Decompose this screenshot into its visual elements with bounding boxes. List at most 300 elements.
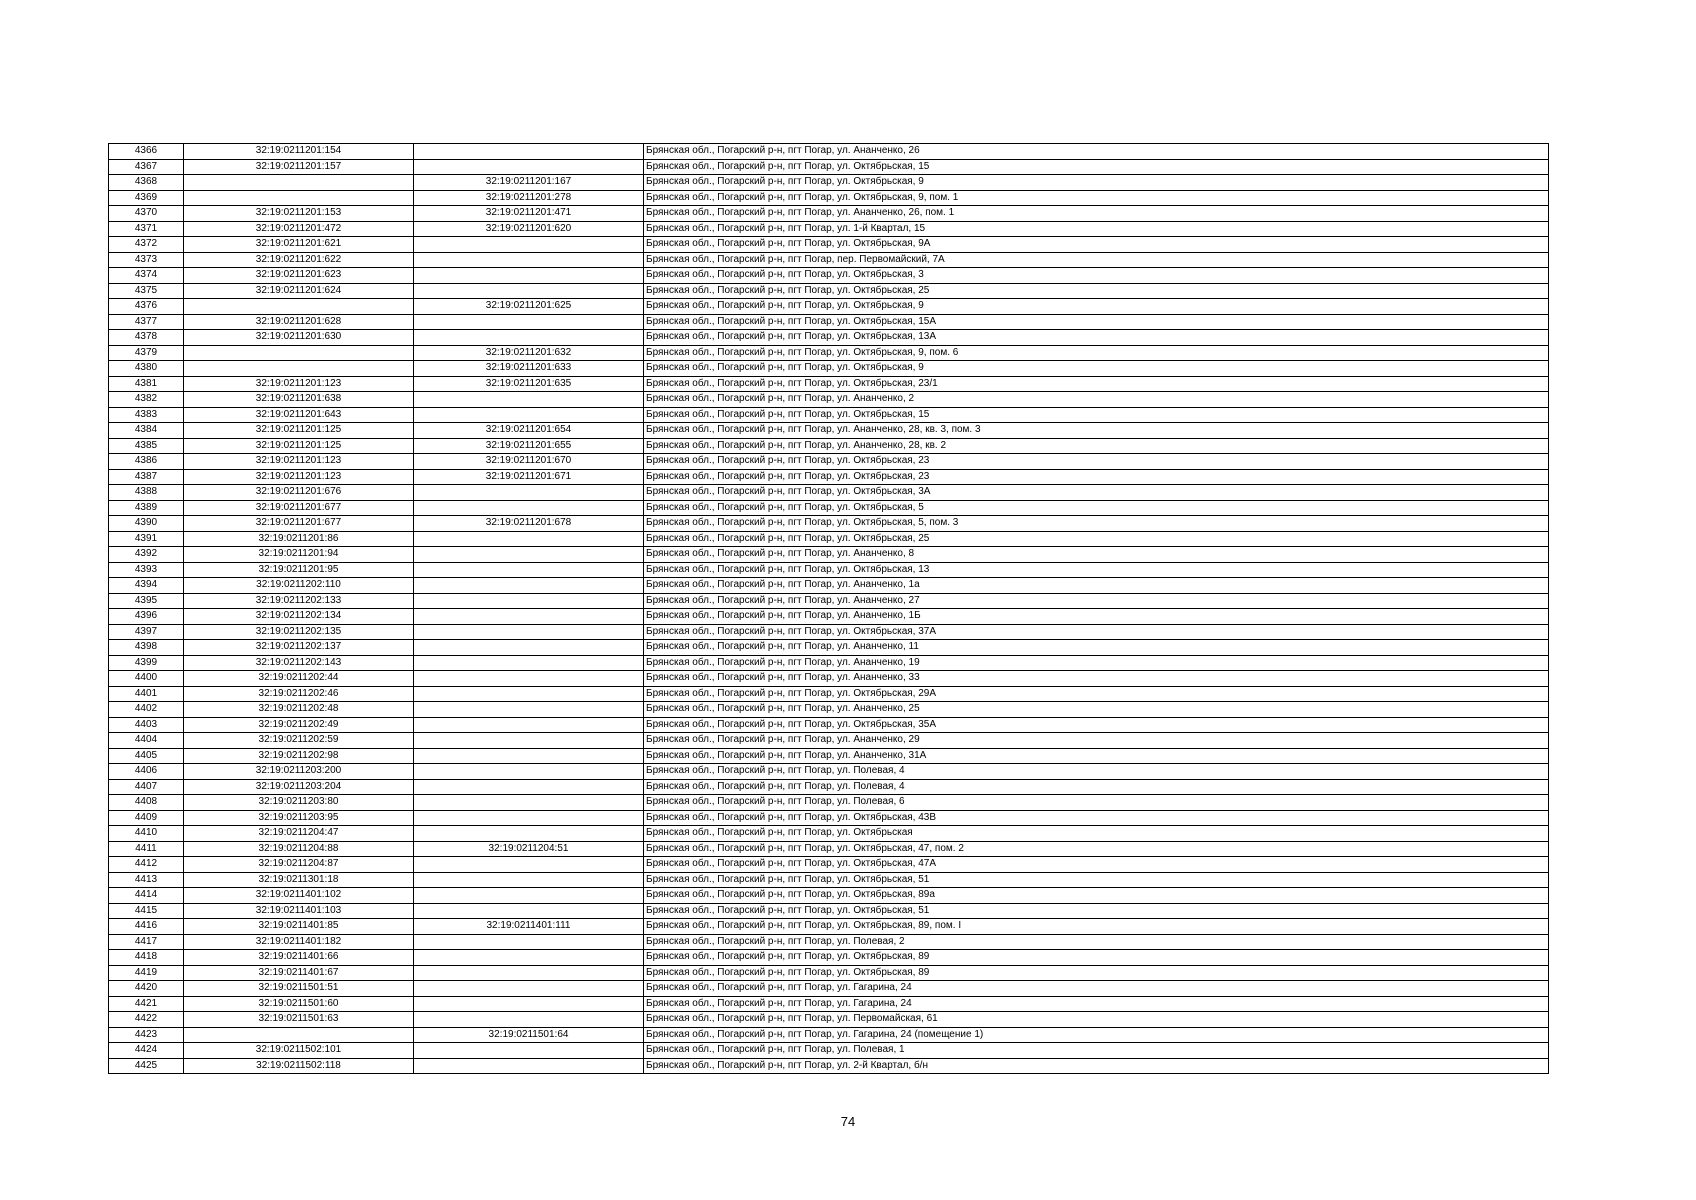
row-number-cell: 4416 bbox=[109, 919, 184, 935]
row-number-cell: 4409 bbox=[109, 810, 184, 826]
related-cadastral-number-cell bbox=[414, 314, 644, 330]
address-cell: Брянская обл., Погарский р-н, пгт Погар, ул. Ананченко, 8 bbox=[644, 547, 1549, 563]
table-row bbox=[109, 283, 1549, 299]
address-cell: Брянская обл., Погарский р-н, пгт Погар, ул. Октябрьская, 23/1 bbox=[644, 376, 1549, 392]
table-row bbox=[109, 299, 1549, 315]
address-cell: Брянская обл., Погарский р-н, пгт Погар, ул. Октябрьская, 3 bbox=[644, 268, 1549, 284]
address-cell: Брянская обл., Погарский р-н, пгт Погар, ул. Октябрьская, 23 bbox=[644, 454, 1549, 470]
related-cadastral-number-cell bbox=[414, 640, 644, 656]
row-number-cell: 4423 bbox=[109, 1027, 184, 1043]
address-cell: Брянская обл., Погарский р-н, пгт Погар, ул. Ананченко, 26 bbox=[644, 144, 1549, 160]
address-cell: Брянская обл., Погарский р-н, пгт Погар, ул. Октябрьская, 15 bbox=[644, 159, 1549, 175]
related-cadastral-number-cell bbox=[414, 578, 644, 594]
cadastral-number-cell: 32:19:0211201:628 bbox=[184, 314, 414, 330]
address-cell: Брянская обл., Погарский р-н, пгт Погар, ул. Полевая, 2 bbox=[644, 934, 1549, 950]
table-row bbox=[109, 469, 1549, 485]
row-number-cell: 4399 bbox=[109, 655, 184, 671]
cadastral-number-cell: 32:19:0211501:63 bbox=[184, 1012, 414, 1028]
table-row bbox=[109, 888, 1549, 904]
address-cell: Брянская обл., Погарский р-н, пгт Погар, ул. Ананченко, 2 bbox=[644, 392, 1549, 408]
cadastral-number-cell: 32:19:0211501:51 bbox=[184, 981, 414, 997]
related-cadastral-number-cell bbox=[414, 779, 644, 795]
table-row bbox=[109, 221, 1549, 237]
address-cell: Брянская обл., Погарский р-н, пгт Погар, ул. Ананченко, 27 bbox=[644, 593, 1549, 609]
table-row bbox=[109, 547, 1549, 563]
address-cell: Брянская обл., Погарский р-н, пгт Погар, ул. Полевая, 6 bbox=[644, 795, 1549, 811]
cadastral-number-cell: 32:19:0211202:135 bbox=[184, 624, 414, 640]
address-cell: Брянская обл., Погарский р-н, пгт Погар, ул. Октябрьская, 29А bbox=[644, 686, 1549, 702]
row-number-cell: 4386 bbox=[109, 454, 184, 470]
address-cell: Брянская обл., Погарский р-н, пгт Погар, ул. Октябрьская, 47А bbox=[644, 857, 1549, 873]
related-cadastral-number-cell bbox=[414, 795, 644, 811]
cadastral-number-cell: 32:19:0211201:157 bbox=[184, 159, 414, 175]
address-cell: Брянская обл., Погарский р-н, пгт Погар, ул. 2-й Квартал, б/н bbox=[644, 1058, 1549, 1074]
table-row bbox=[109, 407, 1549, 423]
table-row bbox=[109, 1058, 1549, 1074]
cadastral-number-cell: 32:19:0211401:102 bbox=[184, 888, 414, 904]
cadastral-number-cell: 32:19:0211201:677 bbox=[184, 500, 414, 516]
table-row bbox=[109, 237, 1549, 253]
table-row bbox=[109, 965, 1549, 981]
row-number-cell: 4420 bbox=[109, 981, 184, 997]
related-cadastral-number-cell: 32:19:0211201:471 bbox=[414, 206, 644, 222]
cadastral-number-cell: 32:19:0211201:123 bbox=[184, 469, 414, 485]
table-row bbox=[109, 361, 1549, 377]
cadastral-number-cell: 32:19:0211201:624 bbox=[184, 283, 414, 299]
related-cadastral-number-cell bbox=[414, 392, 644, 408]
cadastral-number-cell: 32:19:0211204:47 bbox=[184, 826, 414, 842]
cadastral-number-cell: 32:19:0211501:60 bbox=[184, 996, 414, 1012]
address-cell: Брянская обл., Погарский р-н, пгт Погар, ул. Октябрьская, 9А bbox=[644, 237, 1549, 253]
row-number-cell: 4414 bbox=[109, 888, 184, 904]
row-number-cell: 4378 bbox=[109, 330, 184, 346]
related-cadastral-number-cell bbox=[414, 624, 644, 640]
address-cell: Брянская обл., Погарский р-н, пгт Погар, ул. Октябрьская, 13А bbox=[644, 330, 1549, 346]
table-row bbox=[109, 733, 1549, 749]
cadastral-number-cell bbox=[184, 175, 414, 191]
row-number-cell: 4380 bbox=[109, 361, 184, 377]
related-cadastral-number-cell: 32:19:0211401:111 bbox=[414, 919, 644, 935]
related-cadastral-number-cell bbox=[414, 981, 644, 997]
address-cell: Брянская обл., Погарский р-н, пгт Погар, ул. Октябрьская, 5 bbox=[644, 500, 1549, 516]
cadastral-number-cell: 32:19:0211401:182 bbox=[184, 934, 414, 950]
table-row bbox=[109, 640, 1549, 656]
related-cadastral-number-cell bbox=[414, 655, 644, 671]
cadastral-number-cell bbox=[184, 1027, 414, 1043]
related-cadastral-number-cell bbox=[414, 857, 644, 873]
cadastral-number-cell: 32:19:0211202:110 bbox=[184, 578, 414, 594]
related-cadastral-number-cell bbox=[414, 826, 644, 842]
cadastral-number-cell: 32:19:0211201:125 bbox=[184, 438, 414, 454]
row-number-cell: 4388 bbox=[109, 485, 184, 501]
address-cell: Брянская обл., Погарский р-н, пгт Погар, ул. Октябрьская, 89а bbox=[644, 888, 1549, 904]
table-row bbox=[109, 950, 1549, 966]
table-row bbox=[109, 826, 1549, 842]
address-cell: Брянская обл., Погарский р-н, пгт Погар, ул. Ананченко, 28, кв. 3, пом. 3 bbox=[644, 423, 1549, 439]
table-row bbox=[109, 392, 1549, 408]
row-number-cell: 4405 bbox=[109, 748, 184, 764]
row-number-cell: 4410 bbox=[109, 826, 184, 842]
cadastral-number-cell: 32:19:0211201:153 bbox=[184, 206, 414, 222]
row-number-cell: 4406 bbox=[109, 764, 184, 780]
related-cadastral-number-cell: 32:19:0211501:64 bbox=[414, 1027, 644, 1043]
address-cell: Брянская обл., Погарский р-н, пгт Погар, ул. 1-й Квартал, 15 bbox=[644, 221, 1549, 237]
row-number-cell: 4372 bbox=[109, 237, 184, 253]
table-row bbox=[109, 438, 1549, 454]
row-number-cell: 4421 bbox=[109, 996, 184, 1012]
cadastral-number-cell: 32:19:0211202:44 bbox=[184, 671, 414, 687]
cadastral-number-cell bbox=[184, 345, 414, 361]
cadastral-number-cell: 32:19:0211401:66 bbox=[184, 950, 414, 966]
address-cell: Брянская обл., Погарский р-н, пгт Погар, ул. Октябрьская, 9, пом. 6 bbox=[644, 345, 1549, 361]
related-cadastral-number-cell bbox=[414, 485, 644, 501]
address-cell: Брянская обл., Погарский р-н, пгт Погар, ул. Октябрьская bbox=[644, 826, 1549, 842]
cadastral-number-cell bbox=[184, 299, 414, 315]
cadastral-number-cell: 32:19:0211202:134 bbox=[184, 609, 414, 625]
table-row bbox=[109, 981, 1549, 997]
row-number-cell: 4394 bbox=[109, 578, 184, 594]
related-cadastral-number-cell: 32:19:0211201:633 bbox=[414, 361, 644, 377]
row-number-cell: 4395 bbox=[109, 593, 184, 609]
row-number-cell: 4400 bbox=[109, 671, 184, 687]
address-cell: Брянская обл., Погарский р-н, пгт Погар, пер. Первомайский, 7А bbox=[644, 252, 1549, 268]
cadastral-number-cell: 32:19:0211202:59 bbox=[184, 733, 414, 749]
related-cadastral-number-cell: 32:19:0211201:620 bbox=[414, 221, 644, 237]
table-row bbox=[109, 531, 1549, 547]
cadastral-number-cell: 32:19:0211401:85 bbox=[184, 919, 414, 935]
table-row bbox=[109, 268, 1549, 284]
cadastral-registry-table bbox=[108, 143, 1549, 1074]
address-cell: Брянская обл., Погарский р-н, пгт Погар, ул. Ананченко, 33 bbox=[644, 671, 1549, 687]
table-row bbox=[109, 485, 1549, 501]
page-number: 74 bbox=[840, 1114, 856, 1129]
address-cell: Брянская обл., Погарский р-н, пгт Погар, ул. Октябрьская, 35А bbox=[644, 717, 1549, 733]
related-cadastral-number-cell bbox=[414, 872, 644, 888]
cadastral-number-cell: 32:19:0211202:98 bbox=[184, 748, 414, 764]
row-number-cell: 4398 bbox=[109, 640, 184, 656]
row-number-cell: 4417 bbox=[109, 934, 184, 950]
address-cell: Брянская обл., Погарский р-н, пгт Погар, ул. Ананченко, 1а bbox=[644, 578, 1549, 594]
cadastral-number-cell: 32:19:0211203:200 bbox=[184, 764, 414, 780]
cadastral-number-cell: 32:19:0211204:87 bbox=[184, 857, 414, 873]
row-number-cell: 4390 bbox=[109, 516, 184, 532]
table-row bbox=[109, 1043, 1549, 1059]
related-cadastral-number-cell: 32:19:0211204:51 bbox=[414, 841, 644, 857]
address-cell: Брянская обл., Погарский р-н, пгт Погар, ул. Гагарина, 24 bbox=[644, 996, 1549, 1012]
row-number-cell: 4413 bbox=[109, 872, 184, 888]
address-cell: Брянская обл., Погарский р-н, пгт Погар, ул. Октябрьская, 9 bbox=[644, 175, 1549, 191]
table-row bbox=[109, 376, 1549, 392]
row-number-cell: 4397 bbox=[109, 624, 184, 640]
address-cell: Брянская обл., Погарский р-н, пгт Погар, ул. Ананченко, 1Б bbox=[644, 609, 1549, 625]
related-cadastral-number-cell bbox=[414, 903, 644, 919]
row-number-cell: 4422 bbox=[109, 1012, 184, 1028]
row-number-cell: 4387 bbox=[109, 469, 184, 485]
table-row bbox=[109, 996, 1549, 1012]
table-row bbox=[109, 159, 1549, 175]
address-cell: Брянская обл., Погарский р-н, пгт Погар, ул. Ананченко, 19 bbox=[644, 655, 1549, 671]
related-cadastral-number-cell bbox=[414, 764, 644, 780]
cadastral-number-cell: 32:19:0211202:137 bbox=[184, 640, 414, 656]
address-cell: Брянская обл., Погарский р-н, пгт Погар, ул. Полевая, 1 bbox=[644, 1043, 1549, 1059]
row-number-cell: 4369 bbox=[109, 190, 184, 206]
cadastral-number-cell: 32:19:0211202:143 bbox=[184, 655, 414, 671]
row-number-cell: 4373 bbox=[109, 252, 184, 268]
row-number-cell: 4403 bbox=[109, 717, 184, 733]
cadastral-number-cell: 32:19:0211202:133 bbox=[184, 593, 414, 609]
table-row bbox=[109, 144, 1549, 160]
table-row bbox=[109, 934, 1549, 950]
related-cadastral-number-cell bbox=[414, 252, 644, 268]
related-cadastral-number-cell bbox=[414, 810, 644, 826]
cadastral-number-cell: 32:19:0211201:94 bbox=[184, 547, 414, 563]
table-row bbox=[109, 841, 1549, 857]
related-cadastral-number-cell bbox=[414, 1058, 644, 1074]
table-row bbox=[109, 764, 1549, 780]
cadastral-number-cell: 32:19:0211301:18 bbox=[184, 872, 414, 888]
cadastral-number-cell: 32:19:0211201:86 bbox=[184, 531, 414, 547]
row-number-cell: 4412 bbox=[109, 857, 184, 873]
cadastral-number-cell: 32:19:0211401:103 bbox=[184, 903, 414, 919]
row-number-cell: 4383 bbox=[109, 407, 184, 423]
row-number-cell: 4418 bbox=[109, 950, 184, 966]
address-cell: Брянская обл., Погарский р-н, пгт Погар, ул. Ананченко, 28, кв. 2 bbox=[644, 438, 1549, 454]
cadastral-number-cell: 32:19:0211203:95 bbox=[184, 810, 414, 826]
related-cadastral-number-cell bbox=[414, 609, 644, 625]
related-cadastral-number-cell: 32:19:0211201:678 bbox=[414, 516, 644, 532]
related-cadastral-number-cell bbox=[414, 144, 644, 160]
table-row bbox=[109, 345, 1549, 361]
row-number-cell: 4402 bbox=[109, 702, 184, 718]
related-cadastral-number-cell bbox=[414, 237, 644, 253]
address-cell: Брянская обл., Погарский р-н, пгт Погар, ул. Октябрьская, 25 bbox=[644, 283, 1549, 299]
related-cadastral-number-cell: 32:19:0211201:654 bbox=[414, 423, 644, 439]
address-cell: Брянская обл., Погарский р-н, пгт Погар, ул. Октябрьская, 15 bbox=[644, 407, 1549, 423]
table-row bbox=[109, 795, 1549, 811]
related-cadastral-number-cell bbox=[414, 733, 644, 749]
row-number-cell: 4374 bbox=[109, 268, 184, 284]
cadastral-number-cell bbox=[184, 190, 414, 206]
related-cadastral-number-cell bbox=[414, 500, 644, 516]
table-row bbox=[109, 314, 1549, 330]
cadastral-number-cell: 32:19:0211202:46 bbox=[184, 686, 414, 702]
related-cadastral-number-cell bbox=[414, 671, 644, 687]
table-row bbox=[109, 779, 1549, 795]
cadastral-number-cell: 32:19:0211502:101 bbox=[184, 1043, 414, 1059]
address-cell: Брянская обл., Погарский р-н, пгт Погар, ул. Первомайская, 61 bbox=[644, 1012, 1549, 1028]
table-row bbox=[109, 562, 1549, 578]
address-cell: Брянская обл., Погарский р-н, пгт Погар, ул. Октябрьская, 37А bbox=[644, 624, 1549, 640]
related-cadastral-number-cell: 32:19:0211201:670 bbox=[414, 454, 644, 470]
related-cadastral-number-cell: 32:19:0211201:167 bbox=[414, 175, 644, 191]
cadastral-number-cell: 32:19:0211202:48 bbox=[184, 702, 414, 718]
address-cell: Брянская обл., Погарский р-н, пгт Погар, ул. Ананченко, 25 bbox=[644, 702, 1549, 718]
row-number-cell: 4381 bbox=[109, 376, 184, 392]
row-number-cell: 4401 bbox=[109, 686, 184, 702]
row-number-cell: 4407 bbox=[109, 779, 184, 795]
row-number-cell: 4392 bbox=[109, 547, 184, 563]
address-cell: Брянская обл., Погарский р-н, пгт Погар, ул. Октябрьская, 89, пом. I bbox=[644, 919, 1549, 935]
address-cell: Брянская обл., Погарский р-н, пгт Погар, ул. Октябрьская, 51 bbox=[644, 872, 1549, 888]
address-cell: Брянская обл., Погарский р-н, пгт Погар, ул. Октябрьская, 13 bbox=[644, 562, 1549, 578]
row-number-cell: 4408 bbox=[109, 795, 184, 811]
related-cadastral-number-cell bbox=[414, 593, 644, 609]
related-cadastral-number-cell bbox=[414, 950, 644, 966]
cadastral-number-cell: 32:19:0211201:123 bbox=[184, 454, 414, 470]
table-row bbox=[109, 175, 1549, 191]
row-number-cell: 4411 bbox=[109, 841, 184, 857]
table-row bbox=[109, 655, 1549, 671]
related-cadastral-number-cell bbox=[414, 330, 644, 346]
address-cell: Брянская обл., Погарский р-н, пгт Погар, ул. Гагарина, 24 (помещение 1) bbox=[644, 1027, 1549, 1043]
cadastral-number-cell: 32:19:0211201:154 bbox=[184, 144, 414, 160]
row-number-cell: 4396 bbox=[109, 609, 184, 625]
address-cell: Брянская обл., Погарский р-н, пгт Погар, ул. Октябрьская, 43В bbox=[644, 810, 1549, 826]
cadastral-number-cell: 32:19:0211201:677 bbox=[184, 516, 414, 532]
row-number-cell: 4385 bbox=[109, 438, 184, 454]
table-row bbox=[109, 919, 1549, 935]
address-cell: Брянская обл., Погарский р-н, пгт Погар, ул. Октябрьская, 47, пом. 2 bbox=[644, 841, 1549, 857]
related-cadastral-number-cell bbox=[414, 717, 644, 733]
table-row bbox=[109, 609, 1549, 625]
related-cadastral-number-cell bbox=[414, 268, 644, 284]
table-row bbox=[109, 423, 1549, 439]
address-cell: Брянская обл., Погарский р-н, пгт Погар, ул. Октябрьская, 51 bbox=[644, 903, 1549, 919]
cadastral-number-cell: 32:19:0211202:49 bbox=[184, 717, 414, 733]
address-cell: Брянская обл., Погарский р-н, пгт Погар, ул. Октябрьская, 3А bbox=[644, 485, 1549, 501]
row-number-cell: 4382 bbox=[109, 392, 184, 408]
row-number-cell: 4389 bbox=[109, 500, 184, 516]
address-cell: Брянская обл., Погарский р-н, пгт Погар, ул. Полевая, 4 bbox=[644, 779, 1549, 795]
address-cell: Брянская обл., Погарский р-н, пгт Погар, ул. Октябрьская, 9 bbox=[644, 299, 1549, 315]
table-row bbox=[109, 454, 1549, 470]
row-number-cell: 4384 bbox=[109, 423, 184, 439]
table-row bbox=[109, 516, 1549, 532]
table-row bbox=[109, 624, 1549, 640]
related-cadastral-number-cell: 32:19:0211201:655 bbox=[414, 438, 644, 454]
cadastral-number-cell: 32:19:0211502:118 bbox=[184, 1058, 414, 1074]
related-cadastral-number-cell bbox=[414, 562, 644, 578]
cadastral-number-cell: 32:19:0211201:630 bbox=[184, 330, 414, 346]
row-number-cell: 4377 bbox=[109, 314, 184, 330]
registry-table-body bbox=[109, 144, 1549, 1074]
row-number-cell: 4366 bbox=[109, 144, 184, 160]
address-cell: Брянская обл., Погарский р-н, пгт Погар, ул. Октябрьская, 25 bbox=[644, 531, 1549, 547]
related-cadastral-number-cell bbox=[414, 159, 644, 175]
row-number-cell: 4376 bbox=[109, 299, 184, 315]
related-cadastral-number-cell bbox=[414, 934, 644, 950]
row-number-cell: 4368 bbox=[109, 175, 184, 191]
cadastral-number-cell: 32:19:0211203:204 bbox=[184, 779, 414, 795]
cadastral-number-cell: 32:19:0211201:622 bbox=[184, 252, 414, 268]
table-row bbox=[109, 686, 1549, 702]
cadastral-number-cell: 32:19:0211201:623 bbox=[184, 268, 414, 284]
table-row bbox=[109, 810, 1549, 826]
row-number-cell: 4379 bbox=[109, 345, 184, 361]
table-row bbox=[109, 1012, 1549, 1028]
cadastral-number-cell bbox=[184, 361, 414, 377]
related-cadastral-number-cell bbox=[414, 996, 644, 1012]
row-number-cell: 4404 bbox=[109, 733, 184, 749]
cadastral-number-cell: 32:19:0211201:95 bbox=[184, 562, 414, 578]
cadastral-number-cell: 32:19:0211204:88 bbox=[184, 841, 414, 857]
row-number-cell: 4419 bbox=[109, 965, 184, 981]
related-cadastral-number-cell bbox=[414, 547, 644, 563]
row-number-cell: 4371 bbox=[109, 221, 184, 237]
address-cell: Брянская обл., Погарский р-н, пгт Погар, ул. Ананченко, 26, пом. 1 bbox=[644, 206, 1549, 222]
related-cadastral-number-cell bbox=[414, 1043, 644, 1059]
table-row bbox=[109, 717, 1549, 733]
address-cell: Брянская обл., Погарский р-н, пгт Погар, ул. Гагарина, 24 bbox=[644, 981, 1549, 997]
related-cadastral-number-cell: 32:19:0211201:625 bbox=[414, 299, 644, 315]
cadastral-number-cell: 32:19:0211401:67 bbox=[184, 965, 414, 981]
cadastral-number-cell: 32:19:0211201:125 bbox=[184, 423, 414, 439]
address-cell: Брянская обл., Погарский р-н, пгт Погар, ул. Ананченко, 11 bbox=[644, 640, 1549, 656]
related-cadastral-number-cell bbox=[414, 1012, 644, 1028]
cadastral-number-cell: 32:19:0211201:472 bbox=[184, 221, 414, 237]
related-cadastral-number-cell: 32:19:0211201:635 bbox=[414, 376, 644, 392]
table-row bbox=[109, 330, 1549, 346]
address-cell: Брянская обл., Погарский р-н, пгт Погар, ул. Полевая, 4 bbox=[644, 764, 1549, 780]
address-cell: Брянская обл., Погарский р-н, пгт Погар, ул. Ананченко, 31А bbox=[644, 748, 1549, 764]
related-cadastral-number-cell bbox=[414, 407, 644, 423]
address-cell: Брянская обл., Погарский р-н, пгт Погар, ул. Октябрьская, 23 bbox=[644, 469, 1549, 485]
related-cadastral-number-cell: 32:19:0211201:671 bbox=[414, 469, 644, 485]
related-cadastral-number-cell bbox=[414, 965, 644, 981]
related-cadastral-number-cell bbox=[414, 686, 644, 702]
table-row bbox=[109, 252, 1549, 268]
table-row bbox=[109, 206, 1549, 222]
table-row bbox=[109, 578, 1549, 594]
address-cell: Брянская обл., Погарский р-н, пгт Погар, ул. Октябрьская, 9 bbox=[644, 361, 1549, 377]
related-cadastral-number-cell bbox=[414, 702, 644, 718]
row-number-cell: 4393 bbox=[109, 562, 184, 578]
row-number-cell: 4391 bbox=[109, 531, 184, 547]
table-row bbox=[109, 748, 1549, 764]
table-row bbox=[109, 903, 1549, 919]
address-cell: Брянская обл., Погарский р-н, пгт Погар, ул. Октябрьская, 5, пом. 3 bbox=[644, 516, 1549, 532]
cadastral-number-cell: 32:19:0211201:676 bbox=[184, 485, 414, 501]
table-row bbox=[109, 1027, 1549, 1043]
related-cadastral-number-cell bbox=[414, 531, 644, 547]
table-row bbox=[109, 702, 1549, 718]
table-row bbox=[109, 872, 1549, 888]
table-row bbox=[109, 671, 1549, 687]
row-number-cell: 4375 bbox=[109, 283, 184, 299]
cadastral-number-cell: 32:19:0211201:638 bbox=[184, 392, 414, 408]
row-number-cell: 4424 bbox=[109, 1043, 184, 1059]
cadastral-number-cell: 32:19:0211203:80 bbox=[184, 795, 414, 811]
address-cell: Брянская обл., Погарский р-н, пгт Погар, ул. Октябрьская, 89 bbox=[644, 965, 1549, 981]
table-row bbox=[109, 500, 1549, 516]
row-number-cell: 4415 bbox=[109, 903, 184, 919]
row-number-cell: 4370 bbox=[109, 206, 184, 222]
related-cadastral-number-cell: 32:19:0211201:278 bbox=[414, 190, 644, 206]
address-cell: Брянская обл., Погарский р-н, пгт Погар, ул. Октябрьская, 9, пом. 1 bbox=[644, 190, 1549, 206]
related-cadastral-number-cell bbox=[414, 888, 644, 904]
related-cadastral-number-cell bbox=[414, 283, 644, 299]
table-row bbox=[109, 857, 1549, 873]
table-row bbox=[109, 593, 1549, 609]
row-number-cell: 4367 bbox=[109, 159, 184, 175]
table-row bbox=[109, 190, 1549, 206]
address-cell: Брянская обл., Погарский р-н, пгт Погар, ул. Октябрьская, 89 bbox=[644, 950, 1549, 966]
cadastral-number-cell: 32:19:0211201:621 bbox=[184, 237, 414, 253]
cadastral-number-cell: 32:19:0211201:643 bbox=[184, 407, 414, 423]
address-cell: Брянская обл., Погарский р-н, пгт Погар, ул. Ананченко, 29 bbox=[644, 733, 1549, 749]
related-cadastral-number-cell: 32:19:0211201:632 bbox=[414, 345, 644, 361]
address-cell: Брянская обл., Погарский р-н, пгт Погар, ул. Октябрьская, 15А bbox=[644, 314, 1549, 330]
